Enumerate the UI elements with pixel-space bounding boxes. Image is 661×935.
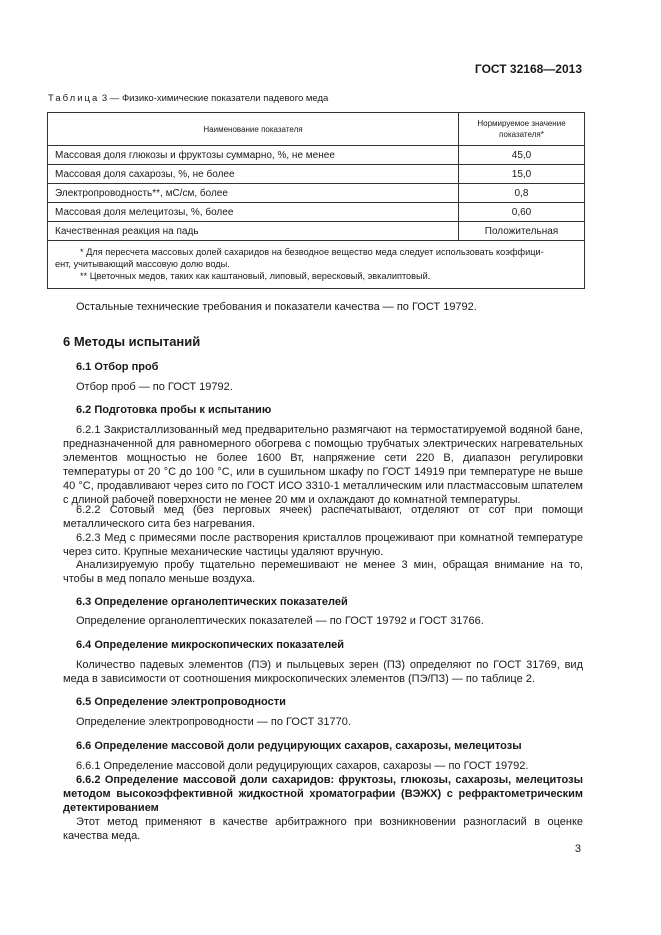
table-caption-text: 3 — Физико-химические показатели падевого меда [99, 93, 329, 104]
section-6-2-1-text: 6.2.1 Закристаллизованный мед предварительно размягчают на термостатируемой водяной бане, предназначенной для равномерного обогрева с помощью трубчатых электрических нагревательных элементов мощностью не более 1600 Вт, напряжение сети 220 В, диапазон регулировки температуры от 20 °С до 100 °С, или в сушильном шкафу по ГОСТ 14919 при температуре не выше 40 °С, продавливают через сито по ГОСТ ИСО 3310-1 металлическим или пластмассовым шпателем с длиной рабочей поверхности не менее 20 мм и охлаждают до комнатной температуры. [63, 424, 583, 506]
table-row [48, 146, 585, 165]
column-header-value: Нормируемое значение показателя* [459, 113, 585, 146]
section-6-6-2-text: Этот метод применяют в качестве арбитражного при возникновении разногласий в оценке качества меда. [63, 816, 583, 842]
section-6-6-2-heading: 6.6.2 Определение массовой доли сахаридов: фруктозы, глюкозы, сахарозы, мелецитозы методом высокоэффективной жидкостной хроматографии (ВЭЖХ) с рефрактометрическим детектированием [63, 774, 583, 814]
section-6-3-text: Определение органолептических показателей — по ГОСТ 19792 и ГОСТ 31766. [76, 615, 484, 627]
document-code: ГОСТ 32168—2013 [474, 62, 582, 76]
section-6-heading: 6 Методы испытаний [63, 334, 201, 349]
section-6-2-3-text: 6.2.3 Мед с примесями после растворения кристаллов процеживают при комнатной температуре через сито. Крупные механические частицы удаляют вручную. [63, 532, 583, 558]
note-line: * Для пересчета массовых долей сахаридов на безводное вещество меда следует использовать коэффици- [80, 247, 544, 257]
table-notes [48, 241, 585, 289]
section-6-6-1-text: 6.6.1 Определение массовой доли редуцирующих сахаров, сахарозы — по ГОСТ 19792. [76, 760, 529, 772]
section-6-5-heading: 6.5 Определение электропроводности [76, 696, 286, 708]
note-line: ** Цветочных медов, таких как каштановый, липовый, вересковый, эвкалиптовый. [80, 271, 431, 281]
row-name: Массовая доля сахарозы, %, не более [48, 165, 459, 184]
section-6-1-heading: 6.1 Отбор проб [76, 361, 159, 373]
row-value: 0,8 [459, 184, 585, 203]
note-line: ент, учитывающий массовую долю воды. [55, 259, 230, 269]
row-value: 15,0 [459, 165, 585, 184]
table-row [48, 184, 585, 203]
table-row [48, 165, 585, 184]
section-6-3-heading: 6.3 Определение органолептических показателей [76, 596, 348, 608]
row-name: Массовая доля глюкозы и фруктозы суммарно, %, не менее [48, 146, 459, 165]
section-6-6-heading: 6.6 Определение массовой доли редуцирующих сахаров, сахарозы, мелецитозы [76, 740, 522, 752]
section-6-4-heading: 6.4 Определение микроскопических показателей [76, 639, 345, 651]
section-6-2-2-text: 6.2.2 Сотовый мед (без перговых ячеек) распечатывают, отделяют от сот при помощи металлического сита без нагревания. [63, 504, 583, 530]
table-header-row [48, 113, 585, 146]
physicochemical-table [47, 112, 585, 289]
row-value: 0,60 [459, 203, 585, 222]
row-value: Положительная [459, 222, 585, 241]
section-6-2-mixing-text: Анализируемую пробу тщательно перемешивают не менее 3 мин, обращая внимание на то, чтобы в мед попало меньше воздуха. [63, 559, 583, 585]
row-name: Электропроводность**, мС/см, более [48, 184, 459, 203]
section-6-5-text: Определение электропроводности — по ГОСТ 31770. [76, 716, 351, 728]
column-header-name: Наименование показателя [48, 113, 459, 146]
table-caption [48, 93, 328, 104]
table-row [48, 203, 585, 222]
section-6-2-heading: 6.2 Подготовка пробы к испытанию [76, 404, 272, 416]
row-name: Массовая доля мелецитозы, %, более [48, 203, 459, 222]
table-row [48, 222, 585, 241]
paragraph-other-requirements: Остальные технические требования и показатели качества — по ГОСТ 19792. [76, 301, 477, 313]
table-caption-label: Таблица [48, 93, 100, 104]
row-name: Качественная реакция на падь [48, 222, 459, 241]
section-6-1-text: Отбор проб — по ГОСТ 19792. [76, 381, 233, 393]
table-notes-row [48, 241, 585, 289]
row-value: 45,0 [459, 146, 585, 165]
page-number: 3 [574, 843, 581, 855]
section-6-4-text: Количество падевых элементов (ПЭ) и пыльцевых зерен (ПЗ) определяют по ГОСТ 31769, вид меда в зависимости от соотношения микроскопических элементов (ПЭ/ПЗ) — по таблице 2. [63, 659, 583, 685]
